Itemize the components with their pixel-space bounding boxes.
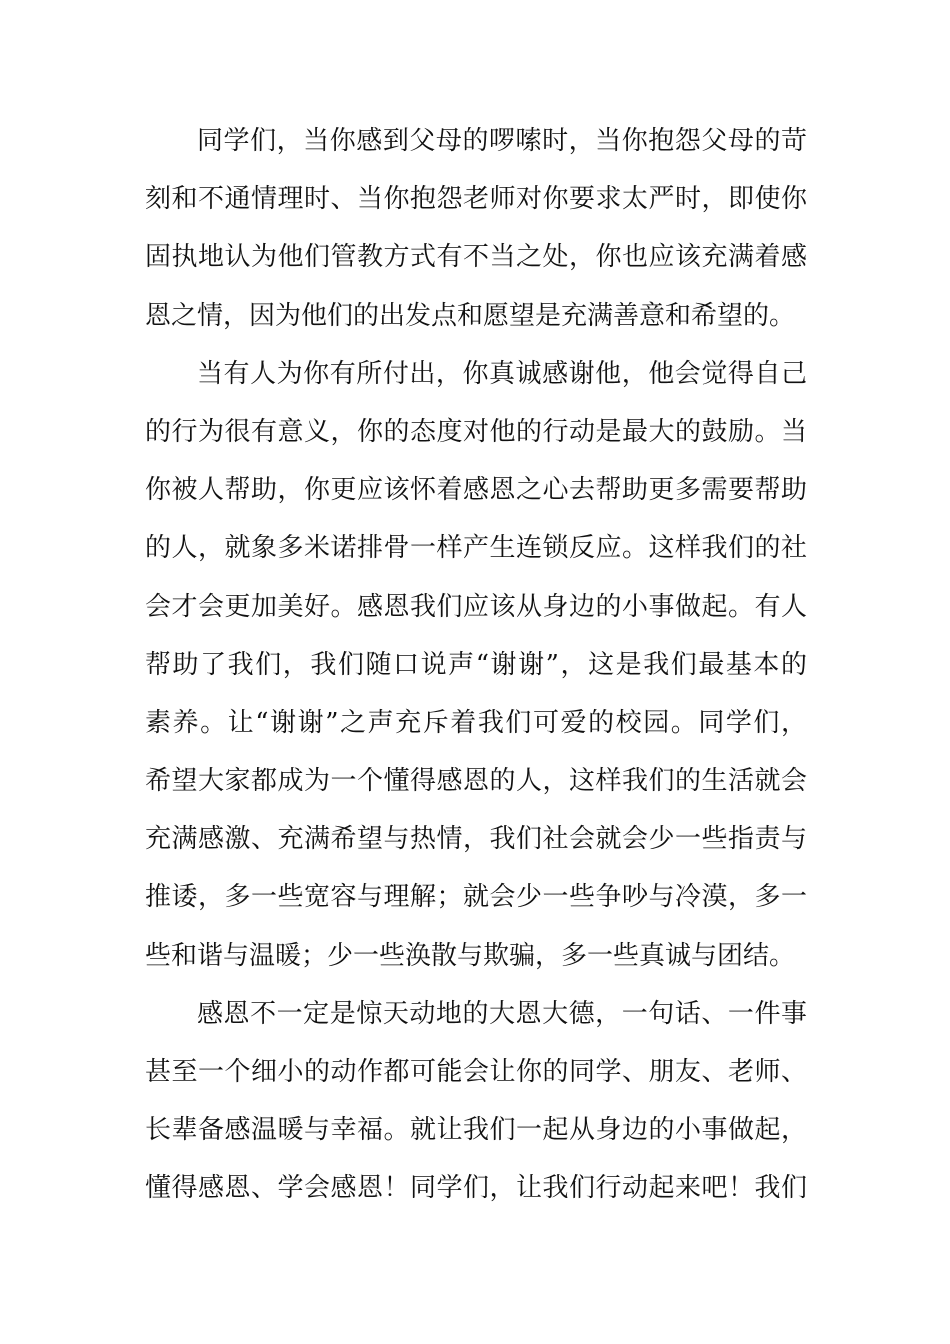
text-line: 甚至一个细小的动作都可能会让你的同学、朋友、老师、 (145, 1057, 807, 1087)
text-line: 帮助了我们，我们随口说声“谢谢”，这是我们最基本的 (145, 649, 807, 680)
text-line: 素养。让“谢谢”之声充斥着我们可爱的校园。同学们， (145, 707, 807, 738)
paragraph-3 (145, 985, 807, 1218)
text-line: 懂得感恩、学会感恩！同学们，让我们行动起来吧！我们 (145, 1173, 807, 1204)
text-line: 刻和不通情理时、当你抱怨老师对你要求太严时，即使你 (145, 184, 807, 215)
text-line: 充满感激、充满希望与热情，我们社会就会少一些指责与 (145, 824, 807, 855)
text-line: 长辈备感温暖与幸福。就让我们一起从身边的小事做起， (145, 1115, 807, 1146)
paragraph-1 (145, 112, 807, 345)
text-line: 固执地认为他们管教方式有不当之处，你也应该充满着感 (145, 242, 807, 273)
text-line: 当有人为你有所付出，你真诚感谢他，他会觉得自己 (197, 358, 807, 389)
text-line: 的行为很有意义，你的态度对他的行动是最大的鼓励。当 (145, 416, 807, 447)
text-line: 同学们，当你感到父母的啰嗦时，当你抱怨父母的苛 (197, 126, 807, 156)
text-line: 会才会更加美好。感恩我们应该从身边的小事做起。有人 (145, 591, 807, 622)
text-line: 你被人帮助，你更应该怀着感恩之心去帮助更多需要帮助 (145, 475, 807, 506)
text-line: 推诿，多一些宽容与理解；就会少一些争吵与冷漠，多一 (145, 882, 807, 913)
paragraph-2 (145, 345, 807, 985)
text-line: 感恩不一定是惊天动地的大恩大德，一句话、一件事 (197, 998, 807, 1029)
text-line: 希望大家都成为一个懂得感恩的人，这样我们的生活就会 (145, 766, 807, 797)
body-text (145, 112, 807, 1218)
text-line: 的人，就象多米诺排骨一样产生连锁反应。这样我们的社 (145, 533, 807, 564)
text-line: 恩之情，因为他们的出发点和愿望是充满善意和希望的。 (145, 300, 796, 331)
text-line: 些和谐与温暖；少一些涣散与欺骗，多一些真诚与团结。 (145, 940, 796, 971)
